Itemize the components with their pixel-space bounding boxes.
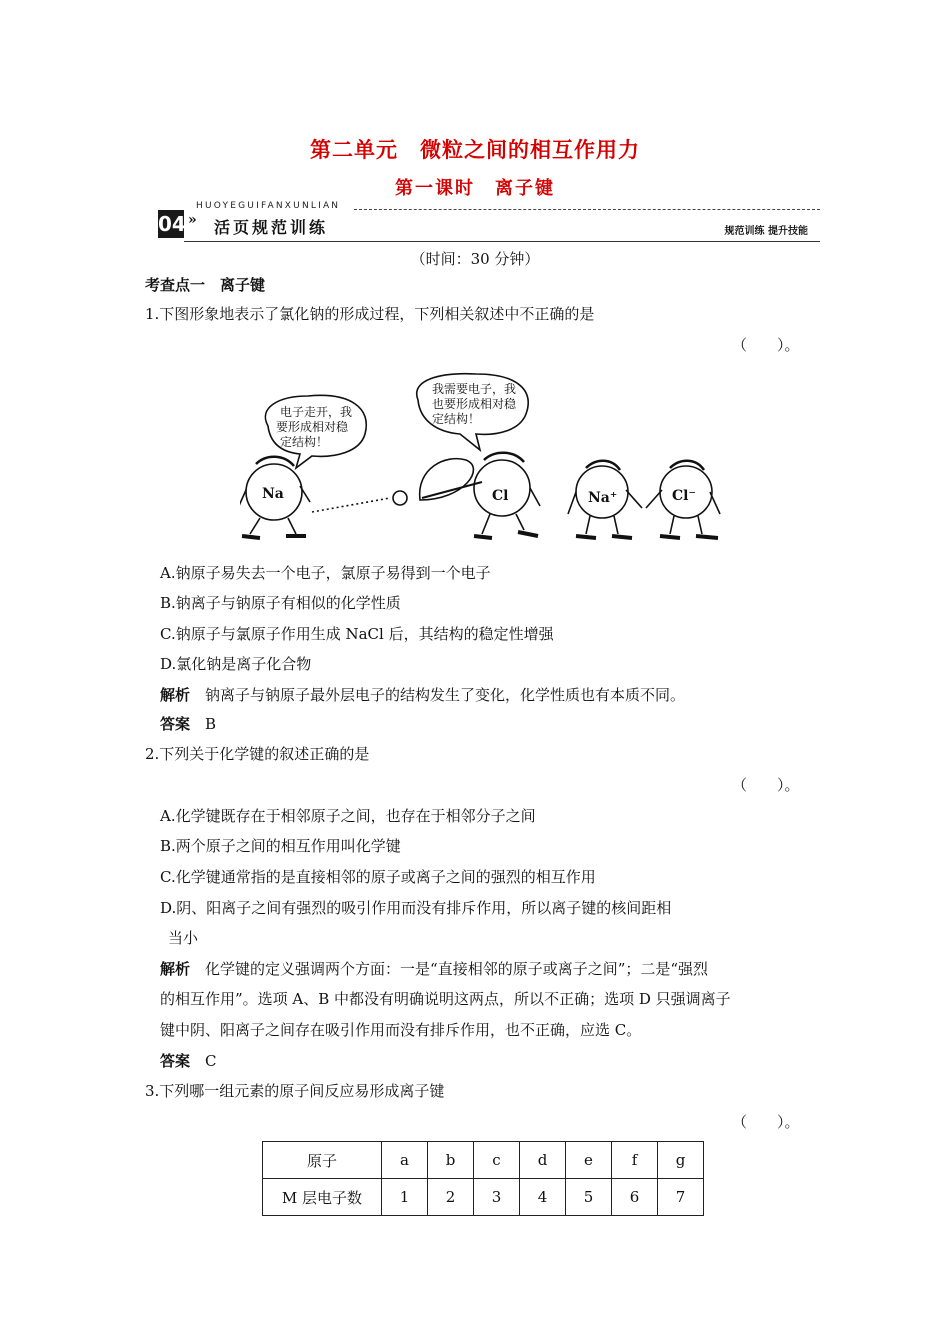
chevron-right-icon: » — [188, 212, 197, 228]
banner-number: 04 — [158, 212, 186, 236]
q2-answer-value: C — [205, 1052, 217, 1070]
table-col-header: d — [520, 1142, 566, 1179]
q3-stem: 3.下列哪一组元素的原子间反应易形成离子键 — [145, 1082, 445, 1100]
q2-answer-blank: （ ）。 — [732, 776, 800, 794]
table-cell: 7 — [658, 1179, 704, 1216]
q2-stem: 2.下列关于化学键的叙述正确的是 — [145, 745, 370, 763]
label-na: Na — [262, 486, 284, 502]
q1-option-b: B.钠离子与钠原子有相似的化学性质 — [160, 594, 401, 612]
q1-option-c: C.钠原子与氯原子作用生成 NaCl 后，其结构的稳定性增强 — [160, 625, 554, 643]
label-cl: Cl — [492, 488, 509, 504]
table-header-label: 原子 — [263, 1142, 382, 1179]
table-col-header: f — [612, 1142, 658, 1179]
time-limit: （时间：30 分钟） — [410, 250, 540, 268]
banner-pinyin: HUOYEGUIFANXUNLIAN — [196, 201, 341, 211]
cl-bubble-line-2: 也要形成相对稳 — [432, 397, 517, 411]
table-cell: 2 — [428, 1179, 474, 1216]
q1-answer-blank: （ ）。 — [732, 336, 800, 354]
banner-title: 活页规范训练 — [214, 218, 329, 237]
table-col-header: e — [566, 1142, 612, 1179]
q1-answer-label: 答案 — [160, 715, 191, 733]
page-subtitle: 第一课时 离子键 — [395, 178, 555, 199]
q2-option-d-cont: 当小 — [168, 929, 199, 947]
q2-option-c: C.化学键通常指的是直接相邻的原子或离子之间的强烈的相互作用 — [160, 868, 596, 886]
table-col-header: a — [382, 1142, 428, 1179]
q2-answer — [160, 1050, 217, 1072]
table-row — [263, 1179, 704, 1216]
table-row-label: M 层电子数 — [263, 1179, 382, 1216]
label-cl-ion: Cl⁻ — [672, 488, 696, 504]
table-cell: 1 — [382, 1179, 428, 1216]
nacl-formation-illustration — [240, 368, 730, 550]
table-col-header: c — [474, 1142, 520, 1179]
section-heading: 考查点一 离子键 — [145, 276, 266, 294]
na-bubble-line-2: 要形成相对稳 — [276, 420, 349, 434]
q2-answer-label: 答案 — [160, 1052, 191, 1070]
table-col-header: g — [658, 1142, 704, 1179]
table-col-header: b — [428, 1142, 474, 1179]
banner-dash-line — [354, 209, 820, 210]
table-cell: 4 — [520, 1179, 566, 1216]
cl-bubble-line-1: 我需要电子，我 — [432, 382, 517, 396]
q1-analysis — [160, 684, 685, 706]
na-bubble-line-3: 定结构！ — [280, 435, 329, 449]
na-bubble-line-1: 电子走开，我 — [280, 405, 353, 419]
m-shell-electron-table — [262, 1141, 704, 1216]
label-na-ion: Na⁺ — [588, 490, 618, 506]
q3-answer-blank: （ ）。 — [732, 1113, 800, 1131]
q2-analysis-line-2: 的相互作用”。选项 A、B 中都没有明确说明这两点，所以不正确；选项 D 只强调离子 — [160, 990, 731, 1008]
q2-option-d: D.阴、阳离子之间有强烈的吸引作用而没有排斥作用，所以离子键的核间距相 — [160, 899, 672, 917]
q1-stem: 1.下图形象地表示了氯化钠的形成过程，下列相关叙述中不正确的是 — [145, 305, 595, 323]
table-cell: 3 — [474, 1179, 520, 1216]
q2-analysis-label: 解析 — [160, 960, 191, 978]
table-row — [263, 1142, 704, 1179]
q2-option-b: B.两个原子之间的相互作用叫化学键 — [160, 837, 401, 855]
page-title: 第二单元 微粒之间的相互作用力 — [310, 138, 640, 162]
q2-analysis-line-3: 键中阴、阳离子之间存在吸引作用而没有排斥作用，也不正确，应选 C。 — [160, 1021, 642, 1039]
table-cell: 6 — [612, 1179, 658, 1216]
q1-option-d: D.氯化钠是离子化合物 — [160, 655, 312, 673]
q2-option-a: A.化学键既存在于相邻原子之间，也存在于相邻分子之间 — [160, 807, 536, 825]
q1-option-a: A.钠原子易失去一个电子，氯原子易得到一个电子 — [160, 564, 491, 582]
q2-analysis-text-1: 化学键的定义强调两个方面：一是“直接相邻的原子或离子之间”；二是“强烈 — [205, 960, 709, 978]
q1-analysis-text: 钠离子与钠原子最外层电子的结构发生了变化，化学性质也有本质不同。 — [205, 686, 686, 704]
banner-underline — [184, 241, 820, 242]
table-cell: 5 — [566, 1179, 612, 1216]
q1-answer — [160, 713, 216, 735]
q1-analysis-label: 解析 — [160, 686, 191, 704]
section-banner — [158, 200, 820, 242]
q2-analysis-line-1 — [160, 958, 708, 980]
cl-bubble-line-3: 定结构！ — [432, 412, 481, 426]
q1-answer-value: B — [205, 715, 217, 733]
banner-slogan: 规范训练 提升技能 — [724, 226, 808, 237]
